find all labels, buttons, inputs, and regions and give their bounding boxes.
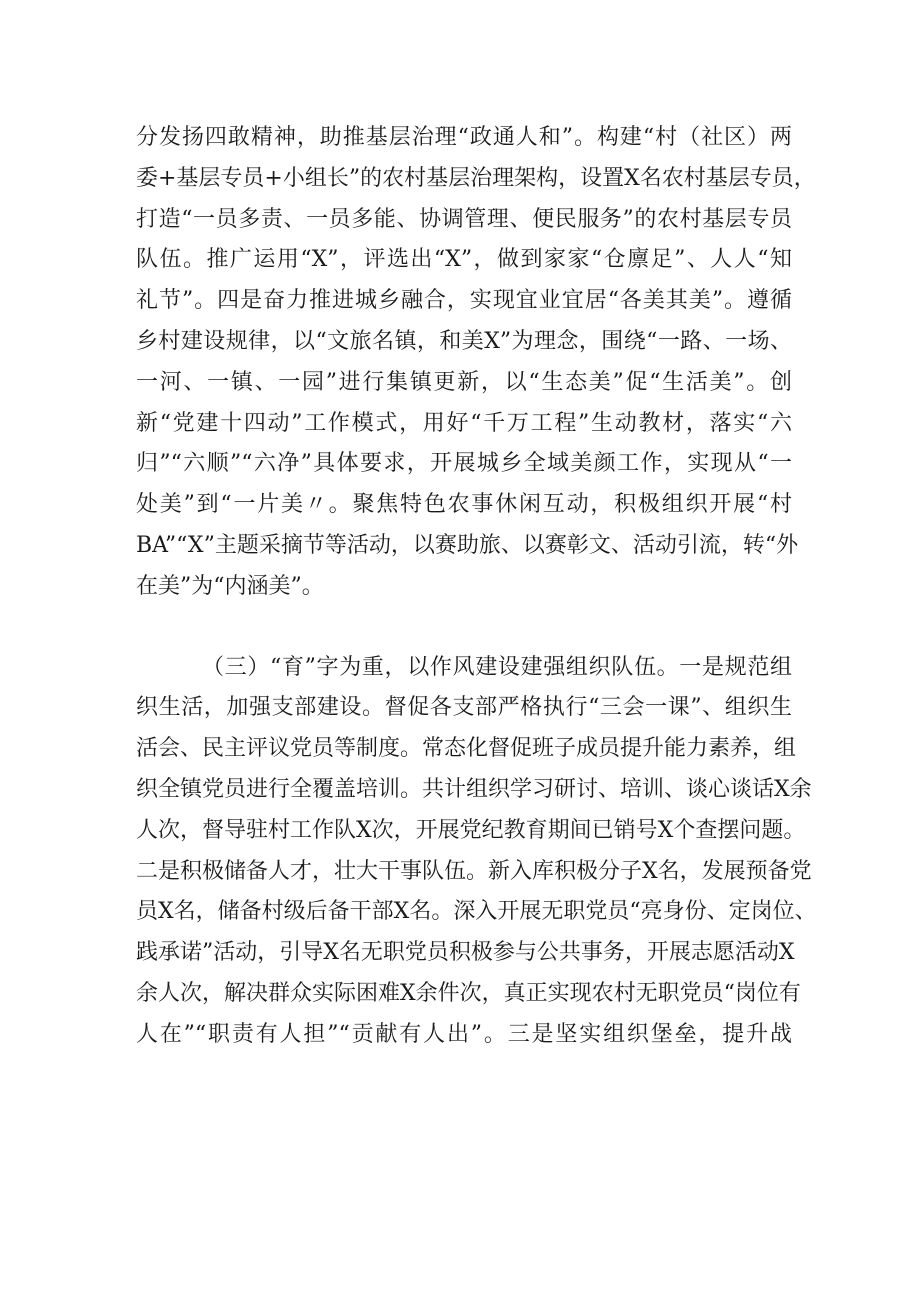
paragraph-1-line: 委+基层专员+小组长”的农村基层治理架构，设置X名农村基层专员， bbox=[136, 165, 816, 191]
paragraph-2-line: 员X名，储备村级后备干部X名。深入开展无职党员“亮身份、定岗位、 bbox=[136, 899, 817, 925]
paragraph-1-line: 处美”到“一片美〃。聚焦特色农事休闲互动，积极组织开展“村 bbox=[136, 492, 792, 518]
paragraph-1-line: 归”“六顺”“六净”具体要求，开展城乡全域美颜工作，实现从“一 bbox=[136, 451, 792, 477]
paragraph-1-line: 队伍。推广运用“X”，评选出“X”，做到家家“仓廪足”、人人“知 bbox=[136, 247, 792, 273]
paragraph-1-line: 乡村建设规律，以“文旅名镇，和美X”为理念，围绕“一路、一场、 bbox=[136, 328, 792, 354]
paragraph-spacer bbox=[136, 608, 792, 648]
paragraph-1-line: 分发扬四敢精神，助推基层治理“政通人和”。构建“村（社区）两 bbox=[136, 125, 792, 150]
paragraph-1-line: 一河、一镇、一园”进行集镇更新，以“生态美”促“生活美”。创 bbox=[136, 369, 792, 395]
document-body bbox=[136, 118, 817, 1056]
paragraph-1-line: 在美”为“内涵美”。 bbox=[136, 573, 324, 599]
paragraph-2-line: 活会、民主评议党员等制度。常态化督促班子成员提升能力素养，组 bbox=[136, 736, 797, 762]
paragraph-1-line: 礼节”。四是奋力推进城乡融合，实现宜业宜居“各美其美”。遵循 bbox=[136, 288, 792, 314]
paragraph-2-line: 人次，督导驻村工作队X次，开展党纪教育期间已销号X个查摆问题。 bbox=[136, 817, 806, 843]
paragraph-1 bbox=[136, 118, 816, 608]
paragraph-2-line: （三）“育”字为重，以作风建设建强组织队伍。一是规范组 bbox=[202, 654, 792, 680]
paragraph-2-line: 践承诺”活动，引导X名无职党员积极参与公共事务，开展志愿活动X bbox=[136, 940, 795, 966]
paragraph-2-line: 余人次，解决群众实际困难X余件次，真正实现农村无职党员“岗位有 bbox=[136, 980, 801, 1006]
paragraph-1-line: BA”“X”主题采摘节等活动，以赛助旅、以赛彰文、活动引流，转“外 bbox=[136, 532, 799, 558]
paragraph-2 bbox=[136, 648, 817, 1056]
paragraph-2-line: 织全镇党员进行全覆盖培训。共计组织学习研讨、培训、谈心谈话X余 bbox=[136, 776, 812, 802]
paragraph-1-line: 打造“一员多责、一员多能、协调管理、便民服务”的农村基层专员 bbox=[136, 206, 792, 232]
paragraph-1-line: 新“党建十四动”工作模式，用好“千万工程”生动教材，落实“六 bbox=[136, 410, 792, 436]
paragraph-2-line: 二是积极储备人才，壮大干事队伍。新入库积极分子X名，发展预备党 bbox=[136, 858, 812, 884]
paragraph-2-line: 人在”“职责有人担”“贡献有人出”。三是坚实组织堡垒，提升战 bbox=[136, 1021, 792, 1047]
paragraph-2-line: 织生活，加强支部建设。督促各支部严格执行“三会一课”、组织生 bbox=[136, 695, 792, 721]
